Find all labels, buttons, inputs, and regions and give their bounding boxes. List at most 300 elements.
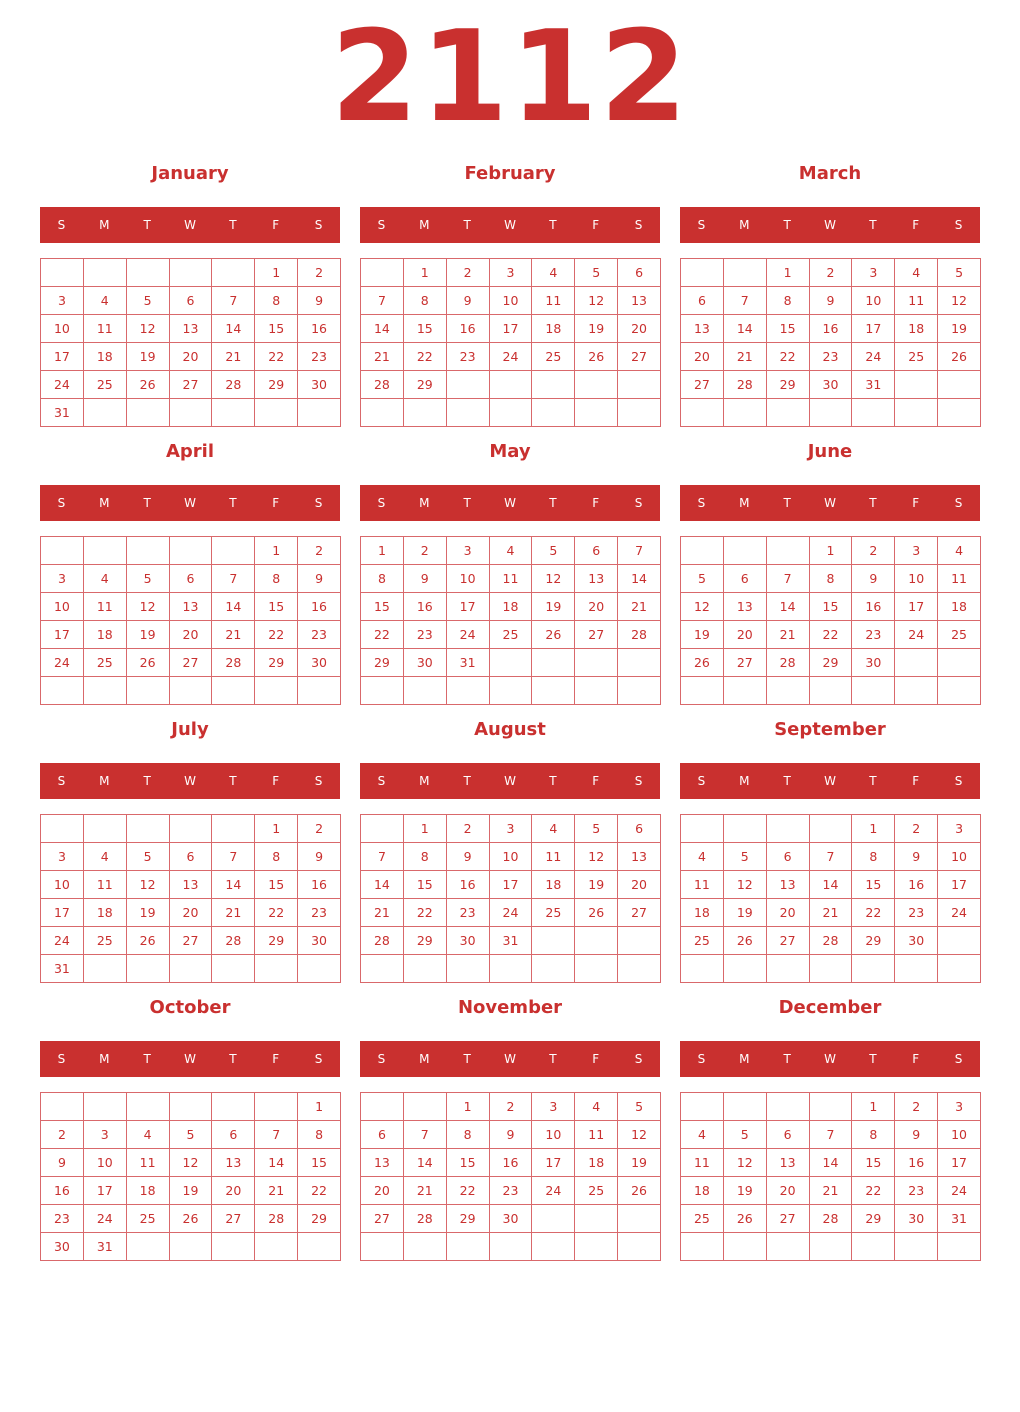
day-cell[interactable]: 10 <box>41 315 84 343</box>
day-cell[interactable]: 4 <box>895 259 938 287</box>
day-cell[interactable]: 17 <box>490 315 533 343</box>
day-cell[interactable]: 28 <box>810 1205 853 1233</box>
day-cell[interactable]: 29 <box>404 927 447 955</box>
day-cell[interactable]: 31 <box>84 1233 127 1261</box>
day-cell[interactable]: 3 <box>938 1093 981 1121</box>
day-cell[interactable]: 27 <box>212 1205 255 1233</box>
day-cell[interactable]: 6 <box>618 259 661 287</box>
day-cell[interactable]: 20 <box>767 1177 810 1205</box>
day-cell[interactable]: 23 <box>41 1205 84 1233</box>
day-cell[interactable]: 8 <box>361 565 404 593</box>
day-cell[interactable]: 25 <box>127 1205 170 1233</box>
day-cell[interactable]: 21 <box>724 343 767 371</box>
day-cell[interactable]: 11 <box>681 871 724 899</box>
day-cell[interactable]: 9 <box>447 843 490 871</box>
day-cell[interactable]: 6 <box>170 843 213 871</box>
day-cell[interactable]: 10 <box>938 1121 981 1149</box>
day-cell[interactable]: 26 <box>127 649 170 677</box>
day-cell[interactable]: 7 <box>212 565 255 593</box>
day-cell[interactable]: 10 <box>41 593 84 621</box>
day-cell[interactable]: 2 <box>41 1121 84 1149</box>
day-cell[interactable]: 7 <box>767 565 810 593</box>
day-cell[interactable]: 10 <box>938 843 981 871</box>
day-cell[interactable]: 7 <box>404 1121 447 1149</box>
day-cell[interactable]: 6 <box>212 1121 255 1149</box>
day-cell[interactable]: 17 <box>41 899 84 927</box>
day-cell[interactable]: 2 <box>447 259 490 287</box>
day-cell[interactable]: 10 <box>852 287 895 315</box>
day-cell[interactable]: 8 <box>298 1121 341 1149</box>
day-cell[interactable]: 20 <box>575 593 618 621</box>
day-cell[interactable]: 2 <box>852 537 895 565</box>
day-cell[interactable]: 17 <box>41 343 84 371</box>
day-cell[interactable]: 16 <box>490 1149 533 1177</box>
day-cell[interactable]: 1 <box>852 1093 895 1121</box>
day-cell[interactable]: 1 <box>298 1093 341 1121</box>
day-cell[interactable]: 5 <box>127 843 170 871</box>
day-cell[interactable]: 4 <box>938 537 981 565</box>
day-cell[interactable]: 28 <box>212 649 255 677</box>
day-cell[interactable]: 20 <box>170 621 213 649</box>
day-cell[interactable]: 25 <box>681 1205 724 1233</box>
day-cell[interactable]: 6 <box>575 537 618 565</box>
day-cell[interactable]: 12 <box>724 1149 767 1177</box>
day-cell[interactable]: 4 <box>575 1093 618 1121</box>
day-cell[interactable]: 16 <box>298 315 341 343</box>
day-cell[interactable]: 7 <box>810 843 853 871</box>
day-cell[interactable]: 11 <box>84 315 127 343</box>
day-cell[interactable]: 24 <box>852 343 895 371</box>
day-cell[interactable]: 13 <box>767 1149 810 1177</box>
day-cell[interactable]: 28 <box>255 1205 298 1233</box>
day-cell[interactable]: 5 <box>618 1093 661 1121</box>
day-cell[interactable]: 27 <box>767 1205 810 1233</box>
day-cell[interactable]: 21 <box>361 343 404 371</box>
day-cell[interactable]: 1 <box>255 259 298 287</box>
day-cell[interactable]: 8 <box>810 565 853 593</box>
day-cell[interactable]: 2 <box>810 259 853 287</box>
day-cell[interactable]: 30 <box>895 927 938 955</box>
day-cell[interactable]: 23 <box>298 343 341 371</box>
day-cell[interactable]: 18 <box>938 593 981 621</box>
day-cell[interactable]: 13 <box>618 287 661 315</box>
day-cell[interactable]: 6 <box>767 843 810 871</box>
day-cell[interactable]: 1 <box>255 815 298 843</box>
day-cell[interactable]: 10 <box>84 1149 127 1177</box>
day-cell[interactable]: 19 <box>724 1177 767 1205</box>
day-cell[interactable]: 10 <box>895 565 938 593</box>
day-cell[interactable]: 28 <box>618 621 661 649</box>
day-cell[interactable]: 8 <box>255 287 298 315</box>
day-cell[interactable]: 22 <box>361 621 404 649</box>
day-cell[interactable]: 23 <box>895 1177 938 1205</box>
day-cell[interactable]: 9 <box>298 287 341 315</box>
day-cell[interactable]: 12 <box>618 1121 661 1149</box>
day-cell[interactable]: 15 <box>361 593 404 621</box>
day-cell[interactable]: 25 <box>490 621 533 649</box>
day-cell[interactable]: 21 <box>618 593 661 621</box>
day-cell[interactable]: 30 <box>298 927 341 955</box>
day-cell[interactable]: 12 <box>127 315 170 343</box>
day-cell[interactable]: 26 <box>938 343 981 371</box>
day-cell[interactable]: 8 <box>767 287 810 315</box>
day-cell[interactable]: 19 <box>575 315 618 343</box>
day-cell[interactable]: 14 <box>404 1149 447 1177</box>
day-cell[interactable]: 29 <box>298 1205 341 1233</box>
day-cell[interactable]: 13 <box>767 871 810 899</box>
day-cell[interactable]: 12 <box>724 871 767 899</box>
day-cell[interactable]: 23 <box>447 343 490 371</box>
day-cell[interactable]: 9 <box>404 565 447 593</box>
day-cell[interactable]: 5 <box>170 1121 213 1149</box>
day-cell[interactable]: 24 <box>938 1177 981 1205</box>
day-cell[interactable]: 9 <box>810 287 853 315</box>
day-cell[interactable]: 9 <box>490 1121 533 1149</box>
day-cell[interactable]: 8 <box>255 565 298 593</box>
day-cell[interactable]: 16 <box>810 315 853 343</box>
day-cell[interactable]: 27 <box>681 371 724 399</box>
day-cell[interactable]: 1 <box>447 1093 490 1121</box>
day-cell[interactable]: 14 <box>361 871 404 899</box>
day-cell[interactable]: 17 <box>938 1149 981 1177</box>
day-cell[interactable]: 20 <box>212 1177 255 1205</box>
day-cell[interactable]: 11 <box>532 843 575 871</box>
day-cell[interactable]: 22 <box>810 621 853 649</box>
day-cell[interactable]: 22 <box>298 1177 341 1205</box>
day-cell[interactable]: 23 <box>447 899 490 927</box>
day-cell[interactable]: 5 <box>127 565 170 593</box>
day-cell[interactable]: 4 <box>127 1121 170 1149</box>
day-cell[interactable]: 15 <box>852 1149 895 1177</box>
day-cell[interactable]: 23 <box>852 621 895 649</box>
day-cell[interactable]: 27 <box>170 649 213 677</box>
day-cell[interactable]: 15 <box>767 315 810 343</box>
day-cell[interactable]: 16 <box>41 1177 84 1205</box>
day-cell[interactable]: 31 <box>490 927 533 955</box>
day-cell[interactable]: 29 <box>255 649 298 677</box>
day-cell[interactable]: 18 <box>532 315 575 343</box>
day-cell[interactable]: 5 <box>938 259 981 287</box>
day-cell[interactable]: 20 <box>618 871 661 899</box>
day-cell[interactable]: 1 <box>255 537 298 565</box>
day-cell[interactable]: 11 <box>532 287 575 315</box>
day-cell[interactable]: 7 <box>255 1121 298 1149</box>
day-cell[interactable]: 13 <box>170 593 213 621</box>
day-cell[interactable]: 21 <box>212 899 255 927</box>
day-cell[interactable]: 17 <box>41 621 84 649</box>
day-cell[interactable]: 14 <box>212 871 255 899</box>
day-cell[interactable]: 10 <box>490 843 533 871</box>
day-cell[interactable]: 28 <box>361 927 404 955</box>
day-cell[interactable]: 21 <box>212 343 255 371</box>
day-cell[interactable]: 5 <box>724 843 767 871</box>
day-cell[interactable]: 31 <box>41 955 84 983</box>
day-cell[interactable]: 24 <box>447 621 490 649</box>
day-cell[interactable]: 18 <box>532 871 575 899</box>
day-cell[interactable]: 21 <box>255 1177 298 1205</box>
day-cell[interactable]: 5 <box>575 259 618 287</box>
day-cell[interactable]: 27 <box>170 927 213 955</box>
day-cell[interactable]: 14 <box>361 315 404 343</box>
day-cell[interactable]: 20 <box>681 343 724 371</box>
day-cell[interactable]: 28 <box>212 927 255 955</box>
day-cell[interactable]: 4 <box>490 537 533 565</box>
day-cell[interactable]: 19 <box>127 343 170 371</box>
day-cell[interactable]: 25 <box>895 343 938 371</box>
day-cell[interactable]: 16 <box>895 871 938 899</box>
day-cell[interactable]: 11 <box>681 1149 724 1177</box>
day-cell[interactable]: 20 <box>170 899 213 927</box>
day-cell[interactable]: 2 <box>298 259 341 287</box>
day-cell[interactable]: 22 <box>404 343 447 371</box>
day-cell[interactable]: 7 <box>361 843 404 871</box>
day-cell[interactable]: 30 <box>810 371 853 399</box>
day-cell[interactable]: 10 <box>41 871 84 899</box>
day-cell[interactable]: 3 <box>41 565 84 593</box>
day-cell[interactable]: 26 <box>681 649 724 677</box>
day-cell[interactable]: 6 <box>618 815 661 843</box>
day-cell[interactable]: 9 <box>852 565 895 593</box>
day-cell[interactable]: 4 <box>84 287 127 315</box>
day-cell[interactable]: 12 <box>575 843 618 871</box>
day-cell[interactable]: 9 <box>41 1149 84 1177</box>
day-cell[interactable]: 3 <box>895 537 938 565</box>
day-cell[interactable]: 13 <box>212 1149 255 1177</box>
day-cell[interactable]: 15 <box>255 871 298 899</box>
day-cell[interactable]: 12 <box>532 565 575 593</box>
day-cell[interactable]: 11 <box>84 871 127 899</box>
day-cell[interactable]: 25 <box>84 371 127 399</box>
day-cell[interactable]: 2 <box>298 815 341 843</box>
day-cell[interactable]: 3 <box>490 259 533 287</box>
day-cell[interactable]: 20 <box>767 899 810 927</box>
day-cell[interactable]: 24 <box>490 899 533 927</box>
day-cell[interactable]: 14 <box>810 871 853 899</box>
day-cell[interactable]: 11 <box>895 287 938 315</box>
day-cell[interactable]: 26 <box>618 1177 661 1205</box>
day-cell[interactable]: 7 <box>361 287 404 315</box>
day-cell[interactable]: 11 <box>490 565 533 593</box>
day-cell[interactable]: 26 <box>170 1205 213 1233</box>
day-cell[interactable]: 29 <box>767 371 810 399</box>
day-cell[interactable]: 29 <box>255 927 298 955</box>
day-cell[interactable]: 17 <box>895 593 938 621</box>
day-cell[interactable]: 8 <box>404 287 447 315</box>
day-cell[interactable]: 6 <box>681 287 724 315</box>
day-cell[interactable]: 15 <box>404 871 447 899</box>
day-cell[interactable]: 14 <box>212 315 255 343</box>
day-cell[interactable]: 12 <box>127 871 170 899</box>
day-cell[interactable]: 11 <box>127 1149 170 1177</box>
day-cell[interactable]: 22 <box>767 343 810 371</box>
day-cell[interactable]: 21 <box>767 621 810 649</box>
day-cell[interactable]: 1 <box>361 537 404 565</box>
day-cell[interactable]: 25 <box>84 927 127 955</box>
day-cell[interactable]: 24 <box>41 649 84 677</box>
day-cell[interactable]: 12 <box>938 287 981 315</box>
day-cell[interactable]: 10 <box>490 287 533 315</box>
day-cell[interactable]: 17 <box>938 871 981 899</box>
day-cell[interactable]: 16 <box>298 871 341 899</box>
day-cell[interactable]: 17 <box>490 871 533 899</box>
day-cell[interactable]: 31 <box>938 1205 981 1233</box>
day-cell[interactable]: 17 <box>852 315 895 343</box>
day-cell[interactable]: 29 <box>255 371 298 399</box>
day-cell[interactable]: 19 <box>170 1177 213 1205</box>
day-cell[interactable]: 1 <box>810 537 853 565</box>
day-cell[interactable]: 29 <box>447 1205 490 1233</box>
day-cell[interactable]: 3 <box>532 1093 575 1121</box>
day-cell[interactable]: 22 <box>447 1177 490 1205</box>
day-cell[interactable]: 18 <box>490 593 533 621</box>
day-cell[interactable]: 22 <box>852 1177 895 1205</box>
day-cell[interactable]: 3 <box>938 815 981 843</box>
day-cell[interactable]: 29 <box>404 371 447 399</box>
day-cell[interactable]: 23 <box>404 621 447 649</box>
day-cell[interactable]: 2 <box>490 1093 533 1121</box>
day-cell[interactable]: 25 <box>84 649 127 677</box>
day-cell[interactable]: 1 <box>852 815 895 843</box>
day-cell[interactable]: 22 <box>404 899 447 927</box>
day-cell[interactable]: 19 <box>575 871 618 899</box>
day-cell[interactable]: 25 <box>532 899 575 927</box>
day-cell[interactable]: 27 <box>575 621 618 649</box>
day-cell[interactable]: 30 <box>298 649 341 677</box>
day-cell[interactable]: 4 <box>84 843 127 871</box>
day-cell[interactable]: 18 <box>681 1177 724 1205</box>
day-cell[interactable]: 9 <box>447 287 490 315</box>
day-cell[interactable]: 16 <box>852 593 895 621</box>
day-cell[interactable]: 17 <box>532 1149 575 1177</box>
day-cell[interactable]: 28 <box>404 1205 447 1233</box>
day-cell[interactable]: 24 <box>84 1205 127 1233</box>
day-cell[interactable]: 13 <box>575 565 618 593</box>
day-cell[interactable]: 18 <box>681 899 724 927</box>
day-cell[interactable]: 20 <box>618 315 661 343</box>
day-cell[interactable]: 11 <box>575 1121 618 1149</box>
day-cell[interactable]: 22 <box>852 899 895 927</box>
day-cell[interactable]: 27 <box>724 649 767 677</box>
day-cell[interactable]: 6 <box>361 1121 404 1149</box>
day-cell[interactable]: 24 <box>490 343 533 371</box>
day-cell[interactable]: 30 <box>41 1233 84 1261</box>
day-cell[interactable]: 9 <box>298 843 341 871</box>
day-cell[interactable]: 16 <box>447 315 490 343</box>
day-cell[interactable]: 19 <box>938 315 981 343</box>
day-cell[interactable]: 10 <box>447 565 490 593</box>
day-cell[interactable]: 14 <box>724 315 767 343</box>
day-cell[interactable]: 21 <box>212 621 255 649</box>
day-cell[interactable]: 30 <box>852 649 895 677</box>
day-cell[interactable]: 17 <box>447 593 490 621</box>
day-cell[interactable]: 29 <box>852 927 895 955</box>
day-cell[interactable]: 2 <box>298 537 341 565</box>
day-cell[interactable]: 3 <box>41 287 84 315</box>
day-cell[interactable]: 22 <box>255 899 298 927</box>
day-cell[interactable]: 14 <box>255 1149 298 1177</box>
day-cell[interactable]: 28 <box>724 371 767 399</box>
day-cell[interactable]: 7 <box>810 1121 853 1149</box>
day-cell[interactable]: 21 <box>404 1177 447 1205</box>
day-cell[interactable]: 18 <box>84 621 127 649</box>
day-cell[interactable]: 25 <box>575 1177 618 1205</box>
day-cell[interactable]: 12 <box>575 287 618 315</box>
day-cell[interactable]: 18 <box>575 1149 618 1177</box>
day-cell[interactable]: 3 <box>490 815 533 843</box>
day-cell[interactable]: 7 <box>618 537 661 565</box>
day-cell[interactable]: 26 <box>532 621 575 649</box>
day-cell[interactable]: 24 <box>532 1177 575 1205</box>
day-cell[interactable]: 24 <box>895 621 938 649</box>
day-cell[interactable]: 23 <box>810 343 853 371</box>
day-cell[interactable]: 15 <box>404 315 447 343</box>
day-cell[interactable]: 22 <box>255 621 298 649</box>
day-cell[interactable]: 30 <box>447 927 490 955</box>
day-cell[interactable]: 25 <box>532 343 575 371</box>
day-cell[interactable]: 13 <box>170 871 213 899</box>
day-cell[interactable]: 13 <box>361 1149 404 1177</box>
day-cell[interactable]: 13 <box>170 315 213 343</box>
day-cell[interactable]: 13 <box>724 593 767 621</box>
day-cell[interactable]: 1 <box>767 259 810 287</box>
day-cell[interactable]: 14 <box>767 593 810 621</box>
day-cell[interactable]: 27 <box>361 1205 404 1233</box>
day-cell[interactable]: 4 <box>84 565 127 593</box>
day-cell[interactable]: 23 <box>895 899 938 927</box>
day-cell[interactable]: 18 <box>84 899 127 927</box>
day-cell[interactable]: 14 <box>212 593 255 621</box>
day-cell[interactable]: 9 <box>298 565 341 593</box>
day-cell[interactable]: 21 <box>361 899 404 927</box>
day-cell[interactable]: 23 <box>298 621 341 649</box>
day-cell[interactable]: 23 <box>298 899 341 927</box>
day-cell[interactable]: 20 <box>170 343 213 371</box>
day-cell[interactable]: 27 <box>618 899 661 927</box>
day-cell[interactable]: 2 <box>895 815 938 843</box>
day-cell[interactable]: 18 <box>895 315 938 343</box>
day-cell[interactable]: 4 <box>532 815 575 843</box>
day-cell[interactable]: 5 <box>681 565 724 593</box>
day-cell[interactable]: 26 <box>724 927 767 955</box>
day-cell[interactable]: 12 <box>170 1149 213 1177</box>
day-cell[interactable]: 14 <box>618 565 661 593</box>
day-cell[interactable]: 16 <box>895 1149 938 1177</box>
day-cell[interactable]: 26 <box>724 1205 767 1233</box>
day-cell[interactable]: 21 <box>810 899 853 927</box>
day-cell[interactable]: 7 <box>212 843 255 871</box>
day-cell[interactable]: 28 <box>361 371 404 399</box>
day-cell[interactable]: 7 <box>212 287 255 315</box>
day-cell[interactable]: 8 <box>852 1121 895 1149</box>
day-cell[interactable]: 2 <box>447 815 490 843</box>
day-cell[interactable]: 26 <box>127 371 170 399</box>
day-cell[interactable]: 29 <box>810 649 853 677</box>
day-cell[interactable]: 3 <box>84 1121 127 1149</box>
day-cell[interactable]: 2 <box>895 1093 938 1121</box>
day-cell[interactable]: 6 <box>724 565 767 593</box>
day-cell[interactable]: 5 <box>575 815 618 843</box>
day-cell[interactable]: 26 <box>575 899 618 927</box>
day-cell[interactable]: 16 <box>298 593 341 621</box>
day-cell[interactable]: 15 <box>447 1149 490 1177</box>
day-cell[interactable]: 9 <box>895 843 938 871</box>
day-cell[interactable]: 5 <box>532 537 575 565</box>
day-cell[interactable]: 10 <box>532 1121 575 1149</box>
day-cell[interactable]: 29 <box>852 1205 895 1233</box>
day-cell[interactable]: 27 <box>767 927 810 955</box>
day-cell[interactable]: 18 <box>127 1177 170 1205</box>
day-cell[interactable]: 31 <box>447 649 490 677</box>
